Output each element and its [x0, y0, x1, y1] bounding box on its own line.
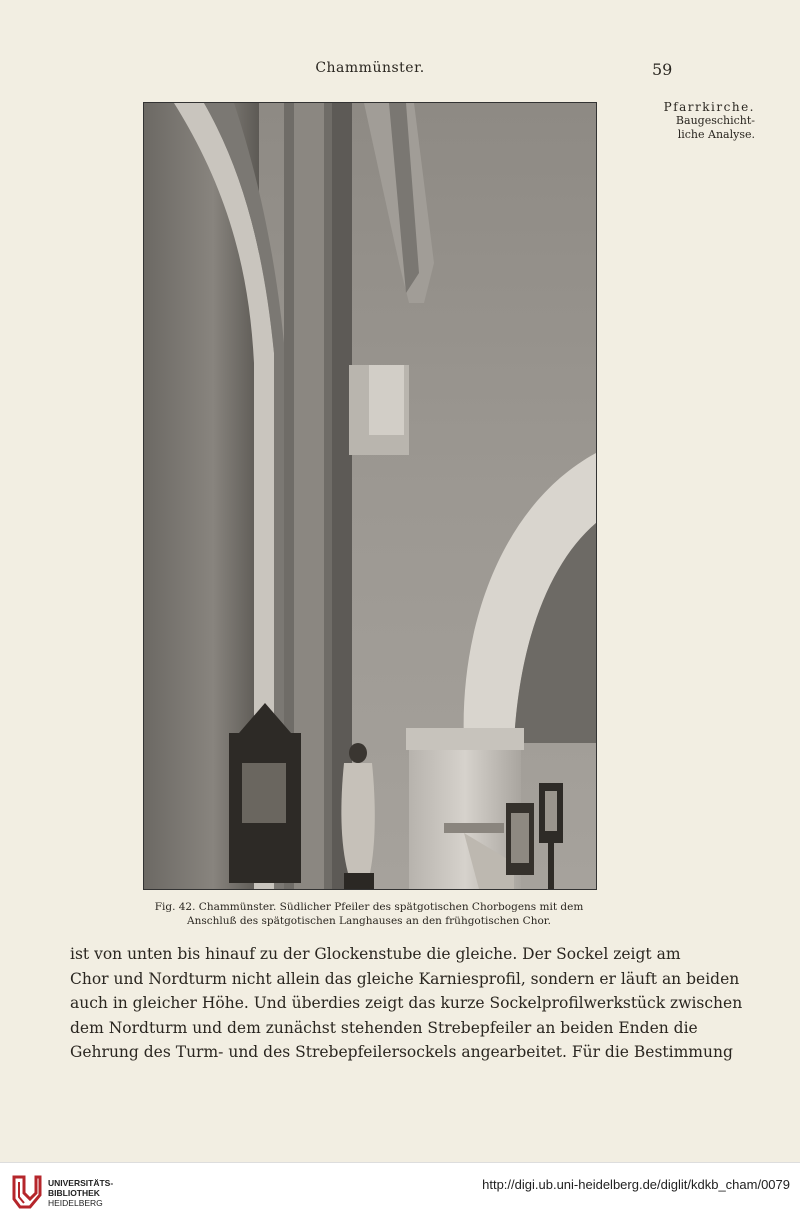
text-line: Gehrung des Turm- und des Strebepfeilersockels angearbeitet. Für die Bestimmung [70, 1043, 733, 1061]
page-number: 59 [652, 60, 673, 79]
caption-line: Fig. 42. Chammünster. Südlicher Pfeiler des spätgotischen Chorbogens mit dem [154, 901, 584, 913]
text-line: Chor und Nordturm nicht allein das gleiche Karniesprofil, sondern er läuft an beiden [70, 969, 740, 988]
text-line: auch in gleicher Höhe. Und überdies zeigt das kurze Sockelprofilwerkstück zwischen [70, 994, 743, 1012]
library-logo-icon[interactable] [10, 1173, 44, 1211]
viewer-footer [0, 1162, 800, 1221]
body-paragraph [70, 942, 743, 1065]
caption-line: Anschluß des spätgotischen Langhauses an den frühgotischen Chor. [186, 915, 551, 927]
library-name-line: UNIVERSITÄTS- [48, 1178, 114, 1188]
figure-photograph [143, 102, 597, 890]
library-name-line: HEIDELBERG [48, 1198, 103, 1208]
margin-note-line: liche Analyse. [677, 128, 755, 141]
text-line: ist von unten bis hinauf zu der Glockenstube die gleiche. Der Sockel zeigt am [70, 945, 681, 963]
library-name[interactable] [48, 1178, 113, 1208]
text-line: dem Nordturm und dem zunächst stehenden Strebepfeiler an beiden Enden die [70, 1018, 698, 1037]
margin-note-line: Baugeschicht- [675, 114, 755, 127]
running-title: Chammünster. [315, 60, 425, 76]
permalink-url[interactable]: http://digi.ub.uni-heidelberg.de/diglit/kdkb_cham/0079 [482, 1177, 790, 1192]
margin-note-line: Pfarrkirche. [663, 100, 755, 114]
church-interior-photo [144, 103, 596, 889]
margin-note [655, 100, 755, 142]
library-name-line: BIBLIOTHEK [48, 1188, 100, 1198]
figure-caption [143, 900, 595, 928]
